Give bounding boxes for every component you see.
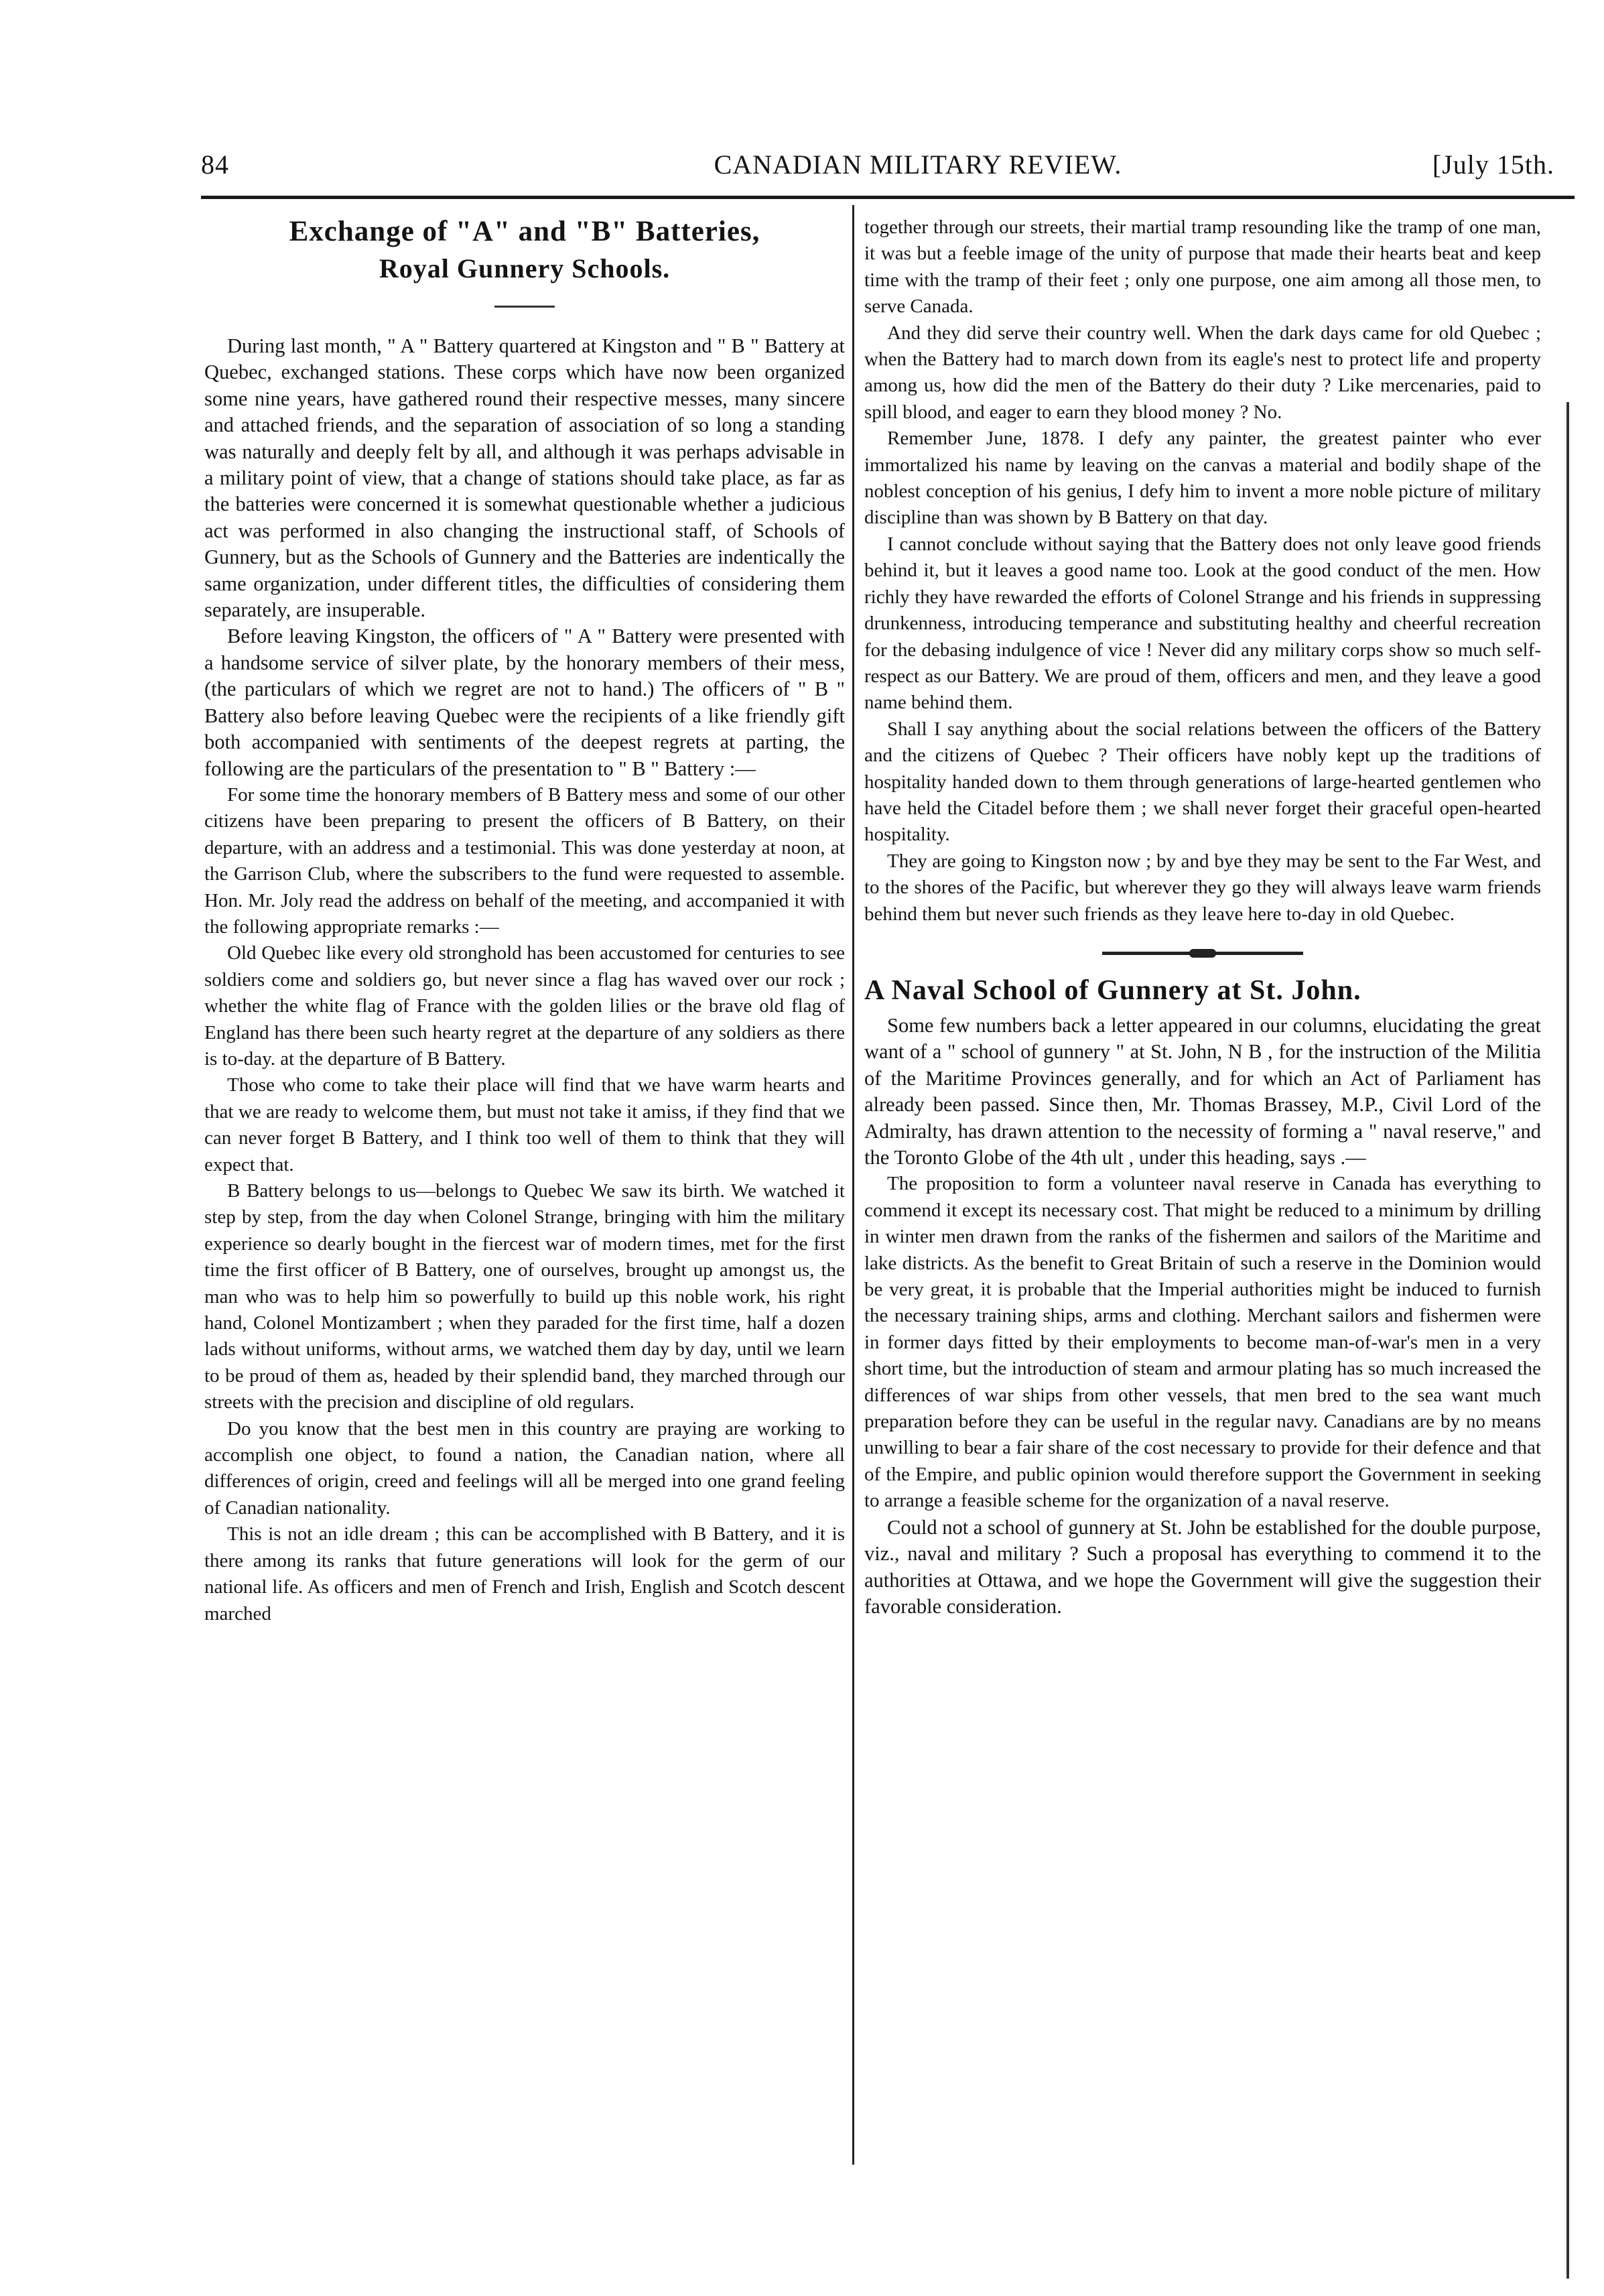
- paragraph: For some time the honorary members of B Battery mess and some of our other citizens have been preparing to present the officers of B Battery, on their departure, with an address and a testimonial. This was done yesterday at noon, at the Garrison Club, where the subscribers to the fund were requested to assemble. Hon. Mr. Joly read the address on behalf of the meeting, and accompanied it with the following appropriate remarks :—: [204, 783, 845, 938]
- article-subtitle: Royal Gunnery Schools.: [379, 253, 671, 283]
- right-column: [864, 214, 1541, 1620]
- paragraph: Before leaving Kingston, the officers of " A " Battery were presented with a handsome service of silver plate, by the honorary members of their mess, (the particulars of which we regret are not to hand.) The officers of " B " Battery also before leaving Quebec were the recipients of a like friendly gift both accompanied with sentiments of the deepest regrets at parting, the following are the particulars of the presentation to " B " Battery :—: [204, 625, 845, 780]
- running-title: CANADIAN MILITARY REVIEW.: [714, 149, 1122, 180]
- paragraph: Could not a school of gunnery at St. John be established for the double purpose, viz., naval and military ? Such a proposal has everything to commend it to the authorities at Ottawa, and we hope the Government will give the suggestion their favorable consideration.: [864, 1515, 1541, 1618]
- section-divider: [1102, 952, 1303, 955]
- paragraph: B Battery belongs to us—belongs to Quebec We saw its birth. We watched it step by step, from the day when Colonel Strange, bringing with him the military experience so dearly bought in the fiercest war of modern times, met for the first time the first officer of B Battery, one of ourselves, brought up amongst us, the man who was to help him so powerfully to build up this noble work, his right hand, Colonel Montizambert ; when they paraded for the first time, half a dozen lads without uniforms, without arms, we watched them day by day, until we learn to be proud of them as, headed by their splendid band, they marched through our streets with the precision and discipline of old regulars.: [204, 1180, 845, 1413]
- paragraph: They are going to Kingston now ; by and bye they may be sent to the Far West, and to the shores of the Pacific, but wherever they go they will always leave warm friends behind them but never such friends as they leave here to-day in old Quebec.: [864, 850, 1541, 925]
- paragraph: And they did serve their country well. When the dark days came for old Quebec ; when the Battery had to march down from its eagle's nest to protect life and property among us, how did the men of the Battery do their duty ? Like mercenaries, paid to spill blood, and eager to earn they blood money ? No.: [864, 322, 1541, 423]
- paragraph: Those who come to take their place will find that we have warm hearts and that we are ready to welcome them, but must not take it amiss, if they find that we can never forget B Battery, and I think too well of them to think that they will expect that.: [204, 1074, 845, 1175]
- paragraph: Remember June, 1878. I defy any painter, the greatest painter who ever immortalized his name by leaving on the canvas a material and bodily shape of the noblest conception of his genius, I defy him to invent a more noble picture of military discipline than was shown by B Battery on that day.: [864, 428, 1541, 529]
- paragraph: Some few numbers back a letter appeared in our columns, elucidating the great want of a " school of gunnery " at St. John, N B , for the instruction of the Militia of the Maritime Provinces generally, and for which an Act of Parliament has already been passed. Since then, Mr. Thomas Brassey, M.P., Civil Lord of the Admiralty, has drawn attention to the necessity of forming a " naval reserve," and the Toronto Globe of the 4th ult , under this heading, says .—: [864, 1013, 1541, 1169]
- paragraph: During last month, " A " Battery quartered at Kingston and " B " Battery at Quebec, exchanged stations. These corps which have now been organized some nine years, have gathered round their respective messes, many sincere and attached friends, and the separation of association of so long a standing was naturally and deeply felt by all, and although it was perhaps advisable in a military point of view, that a change of stations should take place, as far as the batteries were concerned it is somewhat questionable whether a judicious act was performed in also changing the instructional staff, of Schools of Gunnery, but as the Schools of Gunnery and the Batteries are indentically the same organization, under different titles, the difficulties of considering them separately, are insuperable.: [204, 334, 845, 622]
- paragraph: Old Quebec like every old stronghold has been accustomed for centuries to see soldiers come and soldiers go, but never since a flag has waved over our rock ; whether the white flag of France with the golden lilies or the brave old flag of England has there been such hearty regret at the departure of any soldiers as there is to-day. at the departure of B Battery.: [204, 942, 845, 1070]
- page-header: [201, 149, 1554, 189]
- page-number: 84: [201, 149, 229, 180]
- paragraph: Do you know that the best men in this country are praying are working to accomplish one object, to found a nation, the Canadian nation, where all differences of origin, creed and feelings will all be merged into one grand feeling of Canadian nationality.: [204, 1417, 845, 1519]
- column-divider: [852, 205, 854, 2165]
- paragraph: together through our streets, their martial tramp resounding like the tramp of one man, it was but a feeble image of the unity of purpose that made their hearts beat and keep time with the tramp of their feet ; only one purpose, one aim among all those men, to serve Canada.: [864, 216, 1541, 318]
- article-title: A Naval School of Gunnery at St. John.: [864, 974, 1361, 1006]
- article-title: Exchange of "A" and "B" Batteries,: [289, 216, 760, 247]
- paragraph: Shall I say anything about the social relations between the officers of the Battery and the citizens of Quebec ? Their officers have nobly kept up the traditions of hospitality handed down to them through generations of large-hearted gentlemen who have held the Citadel before them ; we shall never forget their graceful open-hearted hospitality.: [864, 718, 1541, 846]
- page-edge-line: [1566, 402, 1569, 2279]
- issue-date: [July 15th.: [1432, 149, 1554, 180]
- paragraph: I cannot conclude without saying that the Battery does not only leave good friends behind it, but it leaves a good name too. Look at the good conduct of the men. How richly they have rewarded the efforts of Colonel Strange and his friends in suppressing drunkenness, introducing temperance and substituting healthy and cheerful recreation for the debasing indulgence of vice ! Never did any military corps show so much self-respect as our Battery. We are proud of them, officers and men, and they leave a good name behind them.: [864, 533, 1541, 714]
- left-column: [204, 214, 845, 1627]
- header-rule: [201, 196, 1575, 199]
- paragraph: The proposition to form a volunteer naval reserve in Canada has everything to commend it except its necessary cost. That might be reduced to a minimum by drilling in winter men drawn from the ranks of the fishermen and sailors of the Maritime and lake districts. As the benefit to Great Britain of such a reserve in the Dominion would be very great, it is probable that the Imperial authorities might be induced to furnish the necessary training ships, arms and clothing. Merchant sailors and fishermen were in former days fitted by their employments to become man-of-war's men in a very short time, but the introduction of steam and armour plating has so much increased the differences of war ships from other vessels, that men bred to the sea want much preparation before they can be useful in the regular navy. Canadians are by no means unwilling to bear a fair share of the cost necessary to provide for their defence and that of the Empire, and public opinion would therefore support the Government in seeking to arrange a feasible scheme for the organization of a naval reserve.: [864, 1173, 1541, 1512]
- title-rule: [494, 306, 555, 308]
- paragraph: This is not an idle dream ; this can be accomplished with B Battery, and it is there among its ranks that future generations will look for the germ of our national life. As officers and men of French and Irish, English and Scotch descent marched: [204, 1523, 845, 1624]
